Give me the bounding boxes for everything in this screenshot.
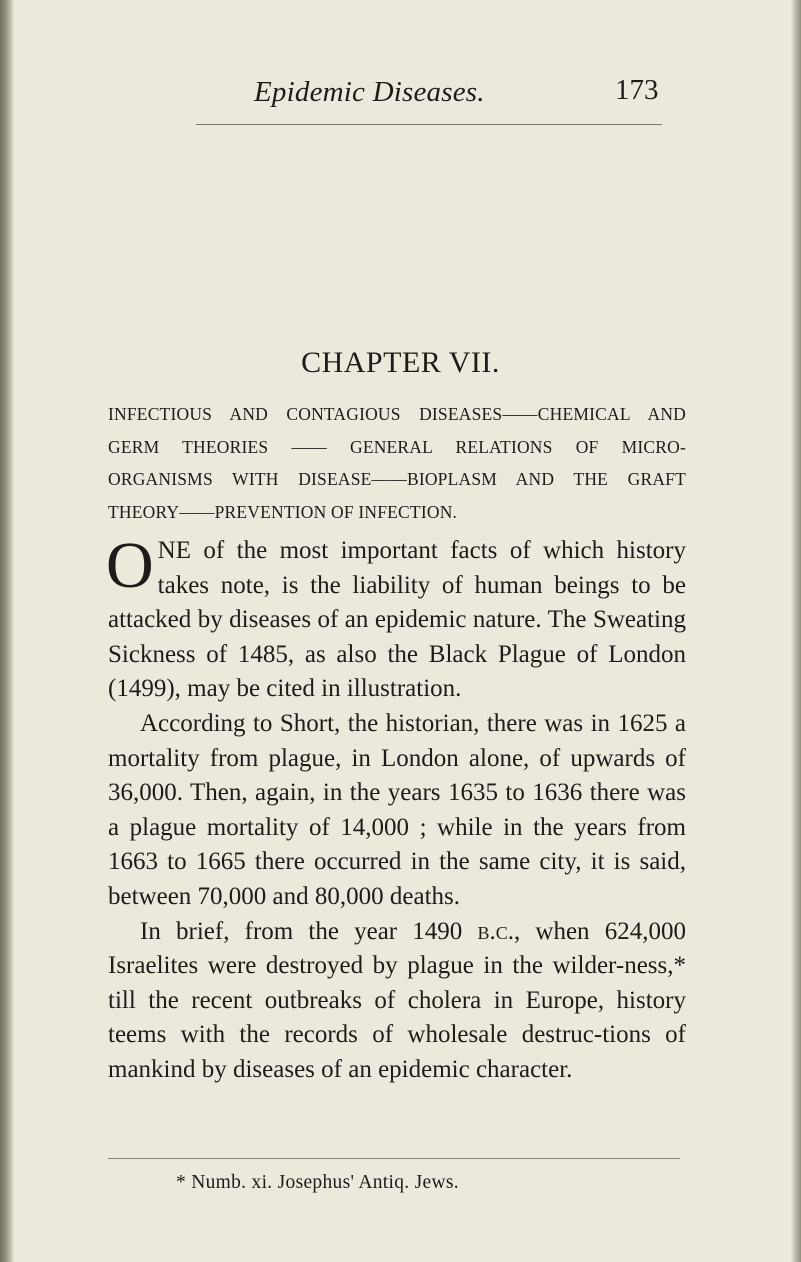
paragraph-text: NE of the most important facts of which history takes note, is the liability of human beings to be attacked by diseases of an epidemic nature. The Sweating Sickness of 1485, as also the Black Plague of London (1499), may be cited in illustration.	[108, 537, 686, 703]
footnote: * Numb. xi. Josephus' Antiq. Jews.	[176, 1172, 459, 1193]
era-abbreviation: b.c.	[477, 917, 514, 945]
chapter-title: CHAPTER VII.	[301, 346, 500, 379]
book-binding-shadow-left	[0, 0, 14, 1262]
footnote-rule	[108, 1158, 680, 1159]
synopsis-line: INFECTIOUS AND CONTAGIOUS DISEASES——CHEMICAL AND	[108, 404, 686, 424]
paragraph	[106, 529, 686, 707]
page-number: 173	[615, 74, 659, 106]
chapter-synopsis	[108, 398, 686, 528]
header-rule	[196, 124, 662, 125]
drop-cap: O	[106, 529, 154, 602]
running-head: Epidemic Diseases.	[254, 76, 485, 108]
body-text	[106, 529, 686, 1088]
synopsis-line: THEORY——PREVENTION OF INFECTION.	[108, 501, 458, 522]
paragraph: According to Short, the historian, there was in 1625 a mortality from plague, in London alone, of upwards of 36,000. Then, again, in the years 1635 to 1636 there was a plague mortality of 14,000 ; while in the years from 1663 to 1665 there occurred in the same city, it is said, between 70,000 and 80,000 deaths.	[108, 709, 686, 910]
synopsis-line: GERM THEORIES —— GENERAL RELATIONS OF MICRO-	[108, 436, 686, 457]
synopsis-line: ORGANISMS WITH DISEASE——BIOPLASM AND THE GRAFT	[108, 469, 686, 489]
paragraph-text: In brief, from the year 1490	[140, 917, 478, 945]
book-binding-shadow-right	[791, 0, 801, 1262]
paragraph-text: , when 624,000 Israelites were destroyed by plague in the wilder-ness,* till the recent outbreaks of cholera in Europe, history teems with the records of wholesale destruc-tions of mankind by diseases of an epidemic character.	[108, 917, 686, 1083]
paragraph	[108, 915, 686, 1088]
